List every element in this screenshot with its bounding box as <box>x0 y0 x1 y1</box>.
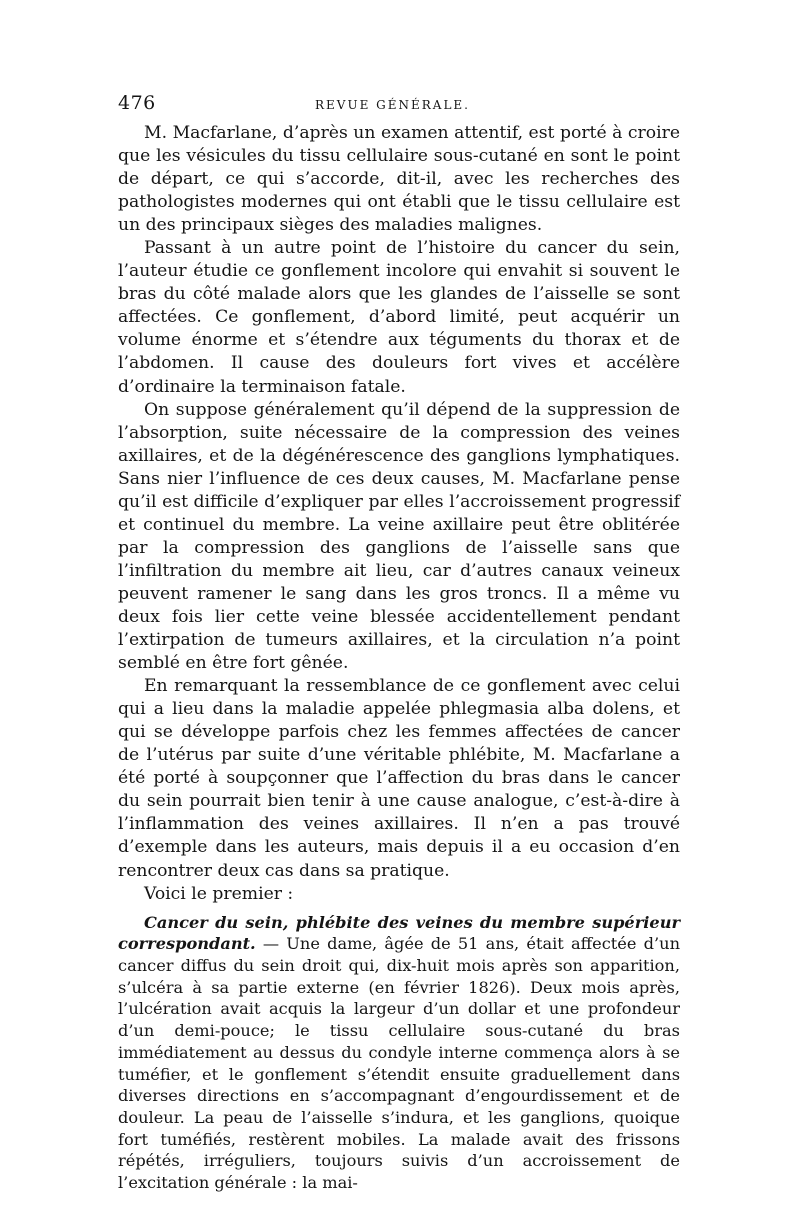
case-text: — Une dame, âgée de 51 ans, était affectée d’un cancer diffus du sein droit qui, dix-huit mois après son apparition, s’ulcéra à sa partie externe (en février 1826). Deux mois après, l’ulcération avait acquis la largeur d’un dollar et une profondeur d’un demi-pouce; le tissu cellulaire sous-cutané du bras immédiatement au dessus du condyle interne commença alors à se tuméfier, et le gonflement s’étendit ensuite graduellement dans diverses directions en s’accompagnant d’engourdissement et de douleur. La peau de l’aisselle s’indura, et les ganglions, quoique fort tuméfiés, restèrent mobiles. La malade avait des frissons répétés, irréguliers, toujours suivis d’un accroissement de l’excitation générale : la mai- <box>118 934 680 1193</box>
case-title: Cancer du sein, phlébite des veines du membre supérieur correspondant. <box>118 912 680 954</box>
body-text <box>118 122 680 1194</box>
case-report <box>118 912 680 1194</box>
journal-title: REVUE GÉNÉRALE. <box>315 98 470 112</box>
paragraph-arm-swelling: Passant à un autre point de l’histoire du cancer du sein, l’auteur étudie ce gonflement incolore qui envahit si souvent le bras du côté malade alors que les glandes de l’aisselle se sont affectées. Ce gonflement, d’abord limité, peut acquérir un volume énorme et s’étendre aux téguments du thorax et de l’abdomen. Il cause des douleurs fort vives et accélère d’ordinaire la terminaison fatale. <box>118 238 680 397</box>
paragraph-phlebitis: En remarquant la ressemblance de ce gonflement avec celui qui a lieu dans la maladie appelée phlegmasia alba dolens, et qui se développe parfois chez les femmes affectées de cancer de l’utérus par suite d’une véritable phlébite, M. Macfarlane a été porté à soupçonner que l’affection du bras dans le cancer du sein pourrait bien tenir à une cause analogue, c’est-à-dire à l’inflammation des veines axillaires. Il n’en a pas trouvé d’exemple dans les auteurs, mais depuis il a eu occasion d’en rencontrer deux cas dans sa pratique. <box>118 676 680 881</box>
page-number: 476 <box>118 92 156 114</box>
paragraph-origin: M. Macfarlane, d’après un examen attentif, est porté à croire que les vésicules du tissu cellulaire sous-cutané en sont le point de départ, ce qui s’accorde, dit-il, avec les recherches des pathologistes modernes qui ont établi que le tissu cellulaire est un des principaux sièges des maladies malignes. <box>118 123 680 236</box>
book-page <box>118 92 680 1194</box>
running-head <box>118 92 680 122</box>
paragraph-absorption: On suppose généralement qu’il dépend de la suppression de l’absorption, suite nécessaire de la compression des veines axillaires, et de la dégénérescence des ganglions lymphatiques. Sans nier l’influence de ces deux causes, M. Macfarlane pense qu’il est difficile d’expliquer par elles l’accroissement progressif et continuel du membre. La veine axillaire peut être oblitérée par la compression des ganglions de l’aisselle sans que l’infiltration du membre ait lieu, car d’autres canaux veineux peuvent ramener le sang dans les gros troncs. Il a même vu deux fois lier cette veine blessée accidentellement pendant l’extirpation de tumeurs axillaires, et la circulation n’a point semblé en être fort gênée. <box>118 399 680 674</box>
paragraph-first-case-intro: Voici le premier : <box>144 883 294 904</box>
